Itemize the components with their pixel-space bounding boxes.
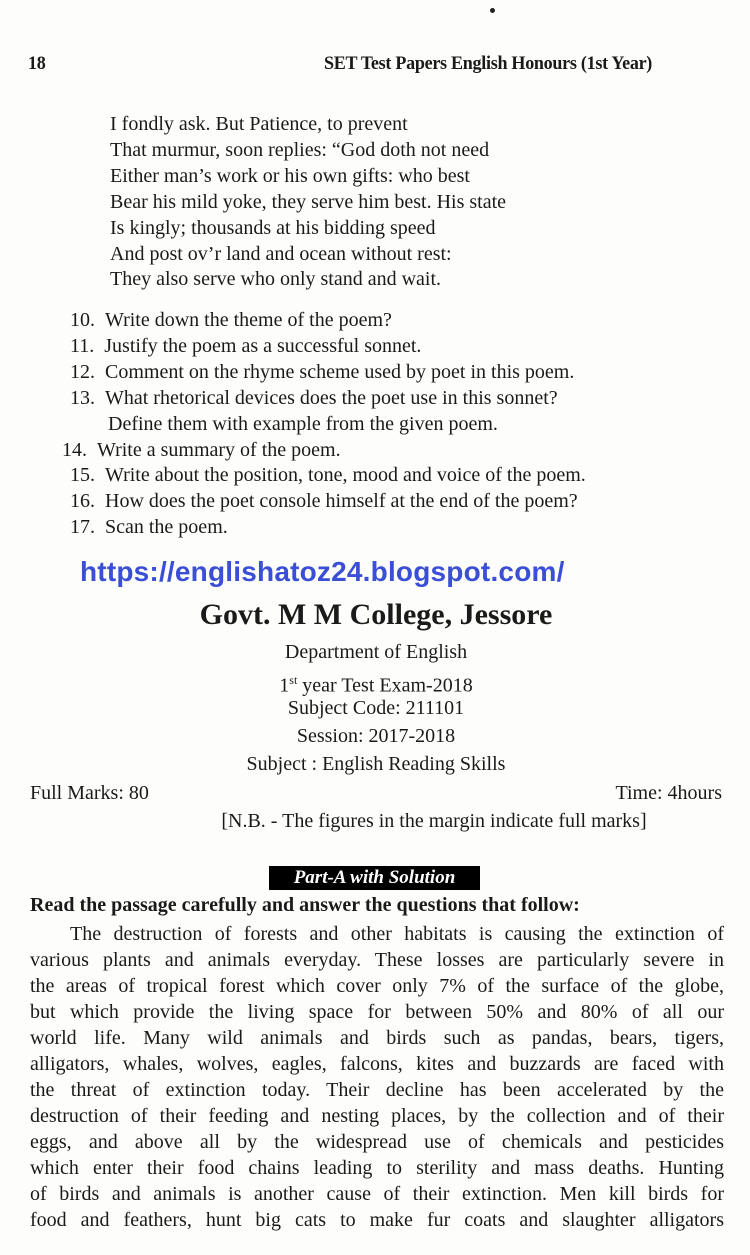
question-number: 13.	[70, 386, 95, 409]
question-item	[70, 463, 586, 487]
question-item	[70, 489, 578, 513]
question-number: 10.	[70, 309, 95, 331]
question-text: Scan the poem.	[105, 516, 228, 539]
session: Session: 2017-2018	[296, 725, 456, 747]
watermark-url: https://englishatoz24.blogspot.com/	[80, 556, 565, 587]
poem-line: And post ov’r land and ocean without rest:	[110, 242, 452, 265]
question-text: Write a summary of the poem.	[97, 438, 341, 461]
scan-speck	[490, 8, 495, 13]
question-item	[62, 438, 341, 462]
question-text: Write down the theme of the poem?	[105, 309, 392, 331]
question-item	[70, 308, 392, 332]
nb-note: [N.B. - The figures in the margin indicate full marks]	[221, 810, 647, 832]
question-item	[70, 386, 558, 410]
passage-line: destruction of their feeding and nesting places, by the collection and of their	[30, 1105, 724, 1127]
full-marks: Full Marks: 80	[30, 782, 149, 804]
question-item	[70, 360, 574, 384]
instruction: Read the passage carefully and answer the questions that follow:	[30, 894, 580, 916]
exam-name: year Test Exam-2018	[297, 674, 473, 697]
page-number: 18	[28, 53, 46, 74]
poem-line: That murmur, soon replies: “God doth not need	[110, 138, 490, 161]
passage-line: of birds and animals is another cause of their extinction. Men kill birds for	[30, 1183, 724, 1205]
college-title: Govt. M M College, Jessore	[199, 598, 553, 631]
question-number: 17.	[70, 516, 95, 539]
passage-line: world life. Many wild animals and birds such as pandas, bears, tigers,	[30, 1027, 724, 1049]
question-number: 16.	[70, 490, 95, 513]
question-item	[70, 334, 421, 358]
question-number: 12.	[70, 360, 95, 383]
question-text: Comment on the rhyme scheme used by poet in this poem.	[105, 360, 575, 383]
running-title: SET Test Papers English Honours (1st Year)	[324, 53, 653, 74]
poem-line: Either man’s work or his own gifts: who best	[110, 164, 470, 187]
passage-line: food and feathers, hunt big cats to make fur coats and slaughter alligators	[30, 1209, 724, 1231]
question-continuation: Define them with example from the given poem.	[108, 412, 498, 435]
exam-title	[0, 668, 750, 698]
poem-line: They also serve who only stand and wait.	[110, 268, 442, 291]
passage-line: the threat of extinction today. Their decline has been accelerated by the	[30, 1079, 724, 1101]
question-item	[70, 515, 228, 539]
question-text: What rhetorical devices does the poet use in this sonnet?	[105, 386, 558, 409]
passage-line: The destruction of forests and other habitats is causing the extinction of	[70, 923, 724, 945]
time-allowed: Time: 4hours	[615, 782, 722, 804]
question-text: Write about the position, tone, mood and voice of the poem.	[105, 464, 586, 487]
poem-line: Bear his mild yoke, they serve him best. His state	[110, 190, 507, 213]
passage-line: eggs, and above all by the widespread use of chemicals and pesticides	[30, 1131, 724, 1153]
year-suffix: st	[289, 673, 298, 687]
subject-code: Subject Code: 211101	[287, 697, 465, 719]
question-text: Justify the poem as a successful sonnet.	[104, 334, 422, 357]
question-number: 11.	[70, 334, 95, 357]
passage-line: the areas of tropical forest which cover only 7% of the surface of the globe,	[30, 975, 724, 997]
department: Department of English	[284, 641, 468, 663]
passage-line: various plants and animals everyday. These losses are particularly severe in	[30, 949, 724, 971]
poem-line: Is kingly; thousands at his bidding speed	[110, 216, 436, 239]
passage-line: alligators, whales, wolves, eagles, falcons, kites and buzzards are faced with	[30, 1053, 724, 1075]
question-text: How does the poet console himself at the end of the poem?	[105, 490, 578, 513]
part-a-badge: Part-A with Solution	[269, 866, 480, 890]
subject: Subject : English Reading Skills	[246, 753, 506, 775]
question-number: 15.	[70, 464, 95, 487]
passage-line: but which provide the living space for between 50% and 80% of all our	[30, 1001, 724, 1023]
year-number: 1	[279, 674, 290, 697]
passage-line: which enter their food chains leading to sterility and mass deaths. Hunting	[30, 1157, 724, 1179]
poem-line: I fondly ask. But Patience, to prevent	[110, 113, 408, 135]
question-number: 14.	[62, 438, 87, 461]
